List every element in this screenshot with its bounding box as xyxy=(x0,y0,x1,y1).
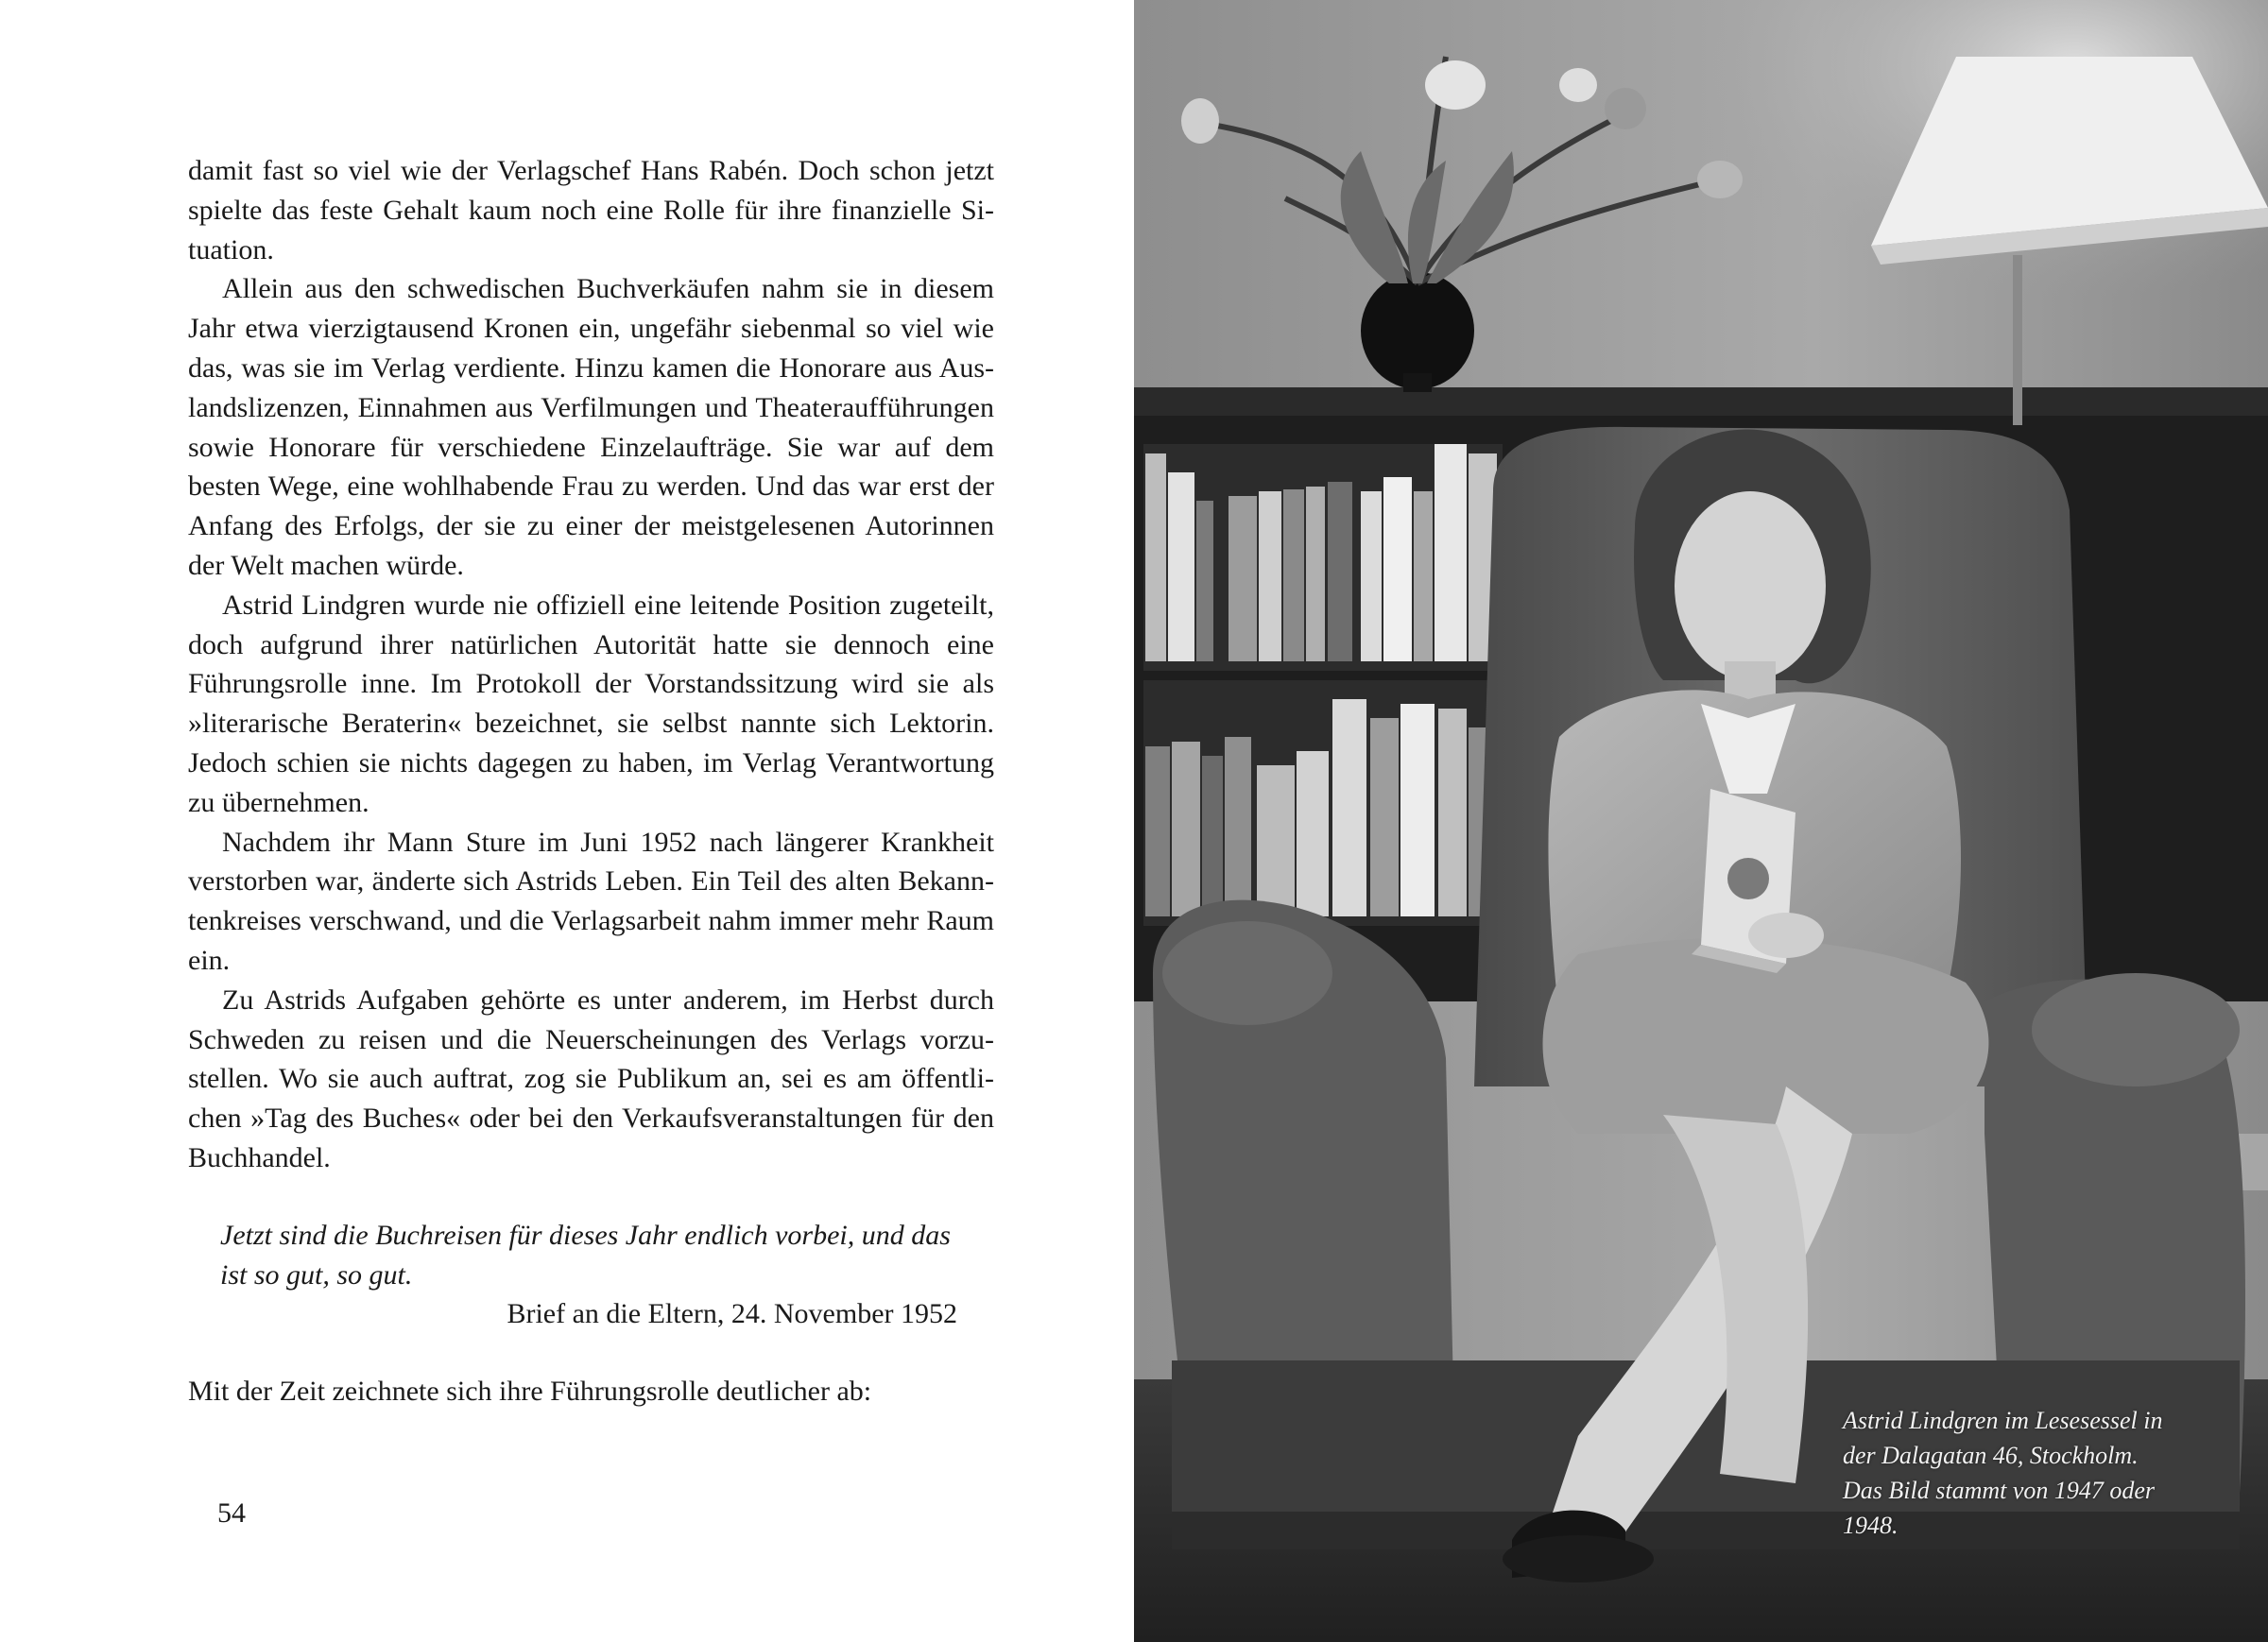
paragraph-1: damit fast so viel wie der Verlagschef Hans Rabén. Doch schon jetzt spielte das feste Gehalt kaum noch eine Rolle für ihre finanzielle Situation. xyxy=(188,155,994,265)
paragraph-2: Allein aus den schwedischen Buchverkäufen nahm sie in diesem Jahr etwa vierzigtausend Kronen ein, ungefähr siebenmal so viel wie das, was sie im Verlag verdiente. Hinzu kamen die Honorare aus Auslandslizenzen, Einnahmen aus Verfilmungen und Theateraufführungen sowie Honorare für verschiedene Einzelaufträge. Sie war auf dem besten Wege, eine wohlhabende Frau zu werden. Und das war erst der Anfang des Erfolgs, der sie zu einer der meistgelesenen Autorinnen der Welt machen würde. xyxy=(188,273,994,581)
caption-line: Das Bild stammt von 1947 oder xyxy=(1843,1477,2156,1504)
quote-text: Jetzt sind die Buchreisen für dieses Jahr endlich vorbei, und das ist so gut, so gut. xyxy=(220,1219,951,1291)
body-text xyxy=(188,151,994,1411)
caption-line: der Dalagatan 46, Stockholm. xyxy=(1843,1442,2139,1469)
paragraph-3: Astrid Lindgren wurde nie offiziell eine leitende Position zugeteilt, doch aufgrund ihrer natürlichen Autorität hatte sie dennoch eine Führungsrolle inne. Im Protokoll der Vorstandssitzung wird sie als »literarische Beraterin« bezeichnet, sie selbst nannte sich Lektorin. Jedoch schien sie nichts dagegen zu haben, im Verlag Verantwortung zu übernehmen. xyxy=(188,589,994,818)
photo-caption xyxy=(1843,1403,2164,1543)
letter-quote xyxy=(220,1216,957,1334)
page-number: 54 xyxy=(217,1497,246,1529)
portrait-photo xyxy=(1134,0,2268,1642)
bookshelf xyxy=(1143,444,1503,926)
quote-source: Brief an die Eltern, 24. November 1952 xyxy=(507,1298,957,1330)
right-page xyxy=(1134,0,2268,1642)
paragraph-4: Nachdem ihr Mann Sture im Juni 1952 nach längerer Krankheit verstorben war, änderte sich Astrids Leben. Ein Teil des alten Bekanntenkreises verschwand, und die Verlagsarbeit nahm immer mehr Raum ein. xyxy=(188,826,994,976)
closing-line: Mit der Zeit zeichnete sich ihre Führungsrolle deutlicher ab: xyxy=(188,1376,872,1408)
caption-line: Astrid Lindgren im Lesesessel in xyxy=(1843,1407,2163,1434)
caption-line: 1948. xyxy=(1843,1512,1899,1539)
paragraph-5: Zu Astrids Aufgaben gehörte es unter anderem, im Herbst durch Schweden zu reisen und die Neuerscheinungen des Verlags vorzustellen. Wo sie auch auftrat, zog sie Publikum an, sei es am öffentlichen »Tag des Buches« oder bei den Verkaufsveranstaltungen für den Buchhandel. xyxy=(188,983,994,1173)
